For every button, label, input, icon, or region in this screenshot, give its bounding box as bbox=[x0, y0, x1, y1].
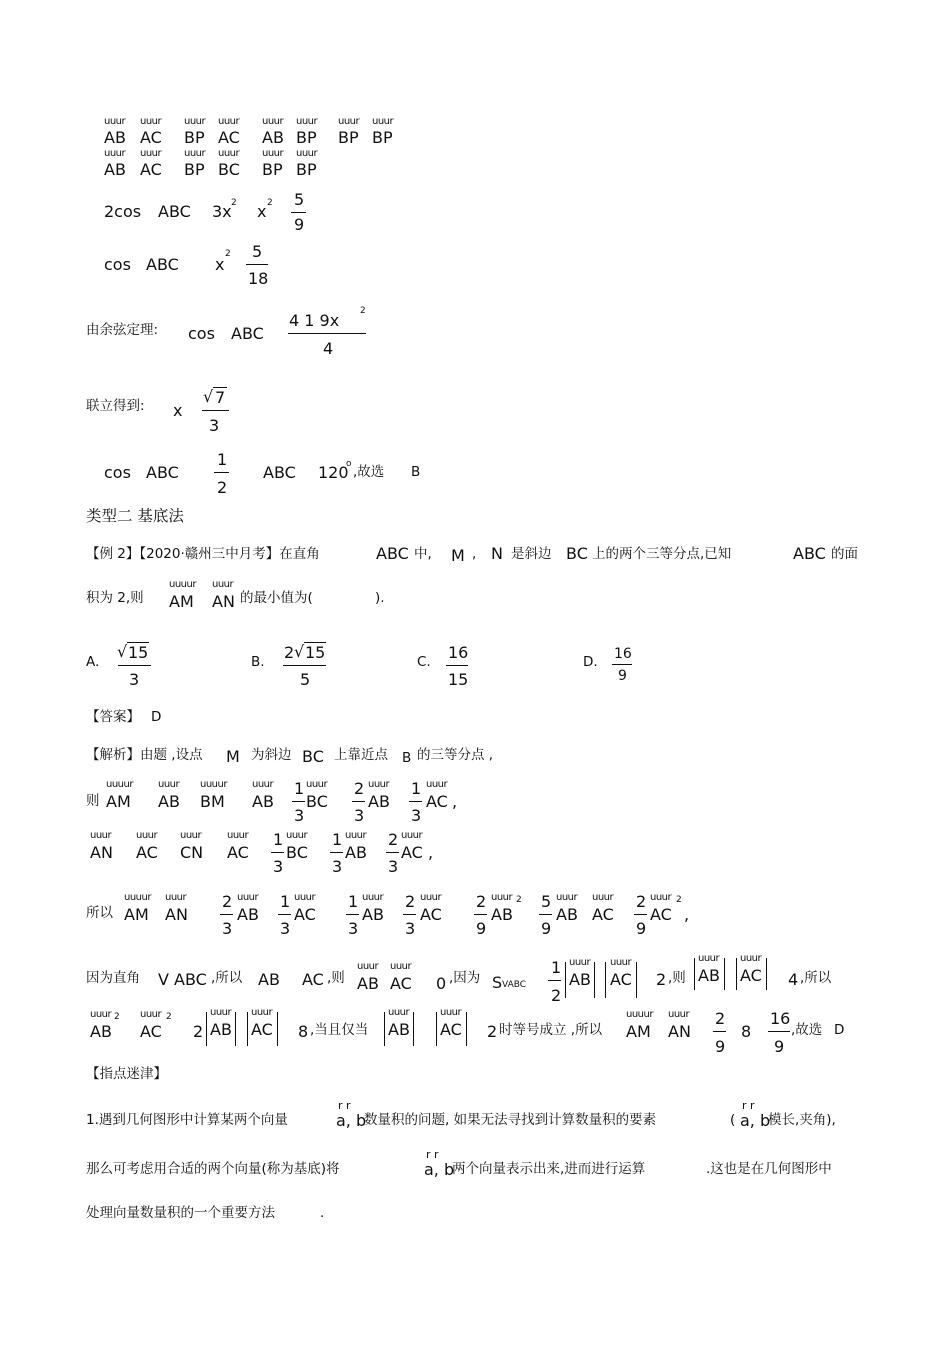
vector-label: AB bbox=[104, 160, 126, 179]
vector-arrow: uuur bbox=[262, 116, 284, 127]
vector-arrow: uuur bbox=[218, 116, 240, 127]
fraction-bar bbox=[118, 665, 151, 666]
abs-bar bbox=[413, 1012, 414, 1046]
abs-bar bbox=[206, 1012, 207, 1046]
vector-arrow: uuur bbox=[104, 148, 126, 159]
vector-label: BP bbox=[296, 128, 317, 147]
vector-label: AC bbox=[140, 160, 162, 179]
abs-bar bbox=[436, 1012, 437, 1046]
fraction-bar bbox=[288, 333, 366, 334]
vector-arrow: uuur bbox=[140, 116, 162, 127]
vector-label: BP bbox=[296, 160, 317, 179]
section-heading: 类型二 基底法 bbox=[86, 507, 184, 525]
fraction-bar bbox=[446, 665, 468, 666]
sqrt-icon: √ bbox=[203, 387, 214, 406]
abs-bar bbox=[277, 1012, 278, 1046]
sqrt-icon: √ bbox=[294, 642, 305, 661]
vector-label: AC bbox=[140, 128, 162, 147]
vector-arrow: uuur bbox=[104, 116, 126, 127]
vector-label: BP bbox=[184, 128, 205, 147]
vector-label: BP bbox=[262, 160, 283, 179]
vector-arrow: uuur bbox=[184, 116, 206, 127]
abs-bar bbox=[466, 1012, 467, 1046]
fraction-bar bbox=[612, 664, 632, 665]
sqrt-icon: √ bbox=[117, 642, 128, 661]
vector-label: BC bbox=[218, 160, 240, 179]
abs-bar bbox=[384, 1012, 385, 1046]
abs-bar bbox=[724, 958, 725, 990]
abs-bar bbox=[605, 962, 606, 998]
fraction-bar bbox=[283, 665, 326, 666]
vector-label: AB bbox=[104, 128, 126, 147]
fraction-bar bbox=[214, 472, 229, 473]
vector-arrow: uuur bbox=[338, 116, 360, 127]
vector-arrow: uuur bbox=[218, 148, 240, 159]
abs-bar bbox=[235, 1012, 236, 1046]
fraction-bar bbox=[291, 212, 306, 213]
vector-arrow: uuur bbox=[262, 148, 284, 159]
abs-bar bbox=[766, 958, 767, 990]
vector-label: BP bbox=[338, 128, 359, 147]
abs-bar bbox=[736, 958, 737, 990]
vector-arrow: uuur bbox=[140, 148, 162, 159]
abs-bar bbox=[694, 958, 695, 990]
fraction-bar bbox=[202, 410, 229, 411]
vector-arrow: uuur bbox=[372, 116, 394, 127]
abs-bar bbox=[636, 962, 637, 998]
tips-title: 【指点迷津】 bbox=[86, 1066, 167, 1082]
abs-bar bbox=[247, 1012, 248, 1046]
vector-arrow: uuur bbox=[296, 148, 318, 159]
abs-bar bbox=[594, 962, 595, 998]
vector-label: AC bbox=[218, 128, 240, 147]
vector-label: BP bbox=[184, 160, 205, 179]
vector-arrow: uuur bbox=[296, 116, 318, 127]
vector-label: AB bbox=[262, 128, 284, 147]
abs-bar bbox=[565, 962, 566, 998]
vector-label: BP bbox=[372, 128, 393, 147]
vector-arrow: uuur bbox=[184, 148, 206, 159]
fraction-bar bbox=[246, 264, 268, 265]
